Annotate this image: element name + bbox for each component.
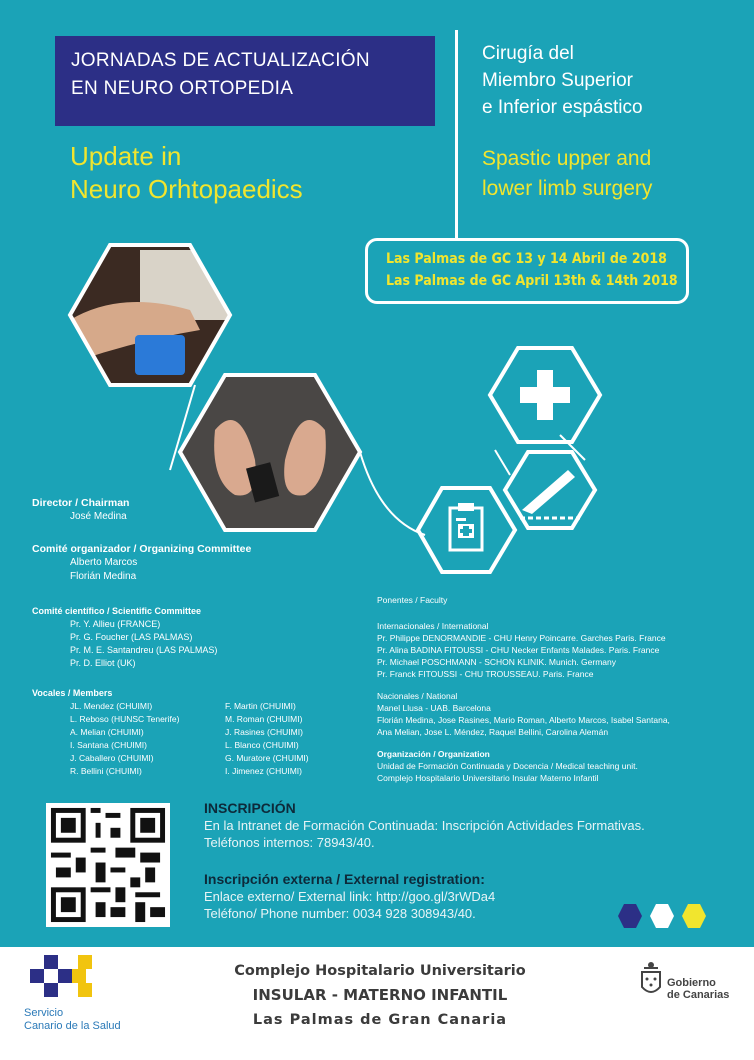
hospital-name xyxy=(200,959,560,1032)
hexagon-graphics xyxy=(40,230,660,590)
organization-heading: Organización / Organization xyxy=(377,749,490,759)
faculty-natl-member: Ana Melian, Jose L. Méndez, Raquel Bellini, Carolina Alemán xyxy=(377,727,609,737)
scientific-heading: Comité científico / Scientific Committee xyxy=(32,606,202,616)
faculty-intl-member: Pr. Alina BADINA FITOUSSI - CHU Necker Enfants Malades. Paris. France xyxy=(377,645,660,655)
decorative-hexagons xyxy=(616,902,708,930)
scs-logo-line2: Canario de la Salud xyxy=(24,1020,121,1032)
scalpel-icon xyxy=(505,452,595,528)
organizing-heading: Comité organizador / Organizing Committee xyxy=(32,543,252,555)
title-es-line2: EN NEURO ORTOPEDIA xyxy=(71,78,294,99)
external-phone: Teléfono/ Phone number: 0034 928 308943/40. xyxy=(204,906,476,921)
date-es: Las Palmas de GC 13 y 14 Abril de 2018 xyxy=(386,251,667,267)
subtitle-es xyxy=(482,40,643,121)
qr-code-image xyxy=(46,803,170,927)
vertical-divider xyxy=(455,30,458,240)
vocal-member: J. Rasines (CHUIMI) xyxy=(225,727,303,737)
footer xyxy=(0,947,754,1060)
vocal-member: L. Reboso (HUNSC Tenerife) xyxy=(70,714,180,724)
vocal-member: I. Jimenez (CHUIMI) xyxy=(225,766,302,776)
gobierno-logo-text xyxy=(667,977,729,1001)
organization-line: Unidad de Formación Continuada y Docencia / Medical teaching unit. xyxy=(377,761,638,771)
vocal-member: L. Blanco (CHUIMI) xyxy=(225,740,299,750)
subtitle-es-line3: e Inferior espástico xyxy=(482,97,643,118)
vocal-member: JL. Mendez (CHUIMI) xyxy=(70,701,153,711)
gobierno-line2: de Canarias xyxy=(667,989,730,1001)
scientific-member: Pr. M. E. Santandreu (LAS PALMAS) xyxy=(70,645,218,655)
vocal-member: A. Melian (CHUIMI) xyxy=(70,727,144,737)
hospital-line3: Las Palmas de Gran Canaria xyxy=(252,1012,508,1028)
director-section xyxy=(32,496,129,524)
scientific-member: Pr. D. Elliot (UK) xyxy=(70,658,136,668)
subtitle-en-line2: lower limb surgery xyxy=(482,177,653,200)
external-registration-title: Inscripción externa / External registration: xyxy=(204,871,485,887)
title-box xyxy=(55,36,435,126)
hospital-line2: INSULAR - MATERNO INFANTIL xyxy=(252,986,508,1004)
date-en: Las Palmas de GC April 13th & 14th 2018 xyxy=(386,273,678,289)
organizing-section xyxy=(32,542,251,584)
inscripcion-line2: Teléfonos internos: 78943/40. xyxy=(204,835,375,850)
faculty-natl-member: Florián Medina, Jose Rasines, Mario Roman, Alberto Marcos, Isabel Santana, xyxy=(377,715,670,725)
scientific-section xyxy=(32,605,217,670)
organizing-member: Florián Medina xyxy=(70,571,137,582)
international-heading: Internacionales / International xyxy=(377,621,489,631)
title-en-line1: Update in xyxy=(70,141,182,171)
organization-line: Complejo Hospitalario Universitario Insular Materno Infantil xyxy=(377,773,599,783)
director-name: José Medina xyxy=(70,511,127,522)
vocal-member: F. Martin (CHUIMI) xyxy=(225,701,296,711)
clipboard-icon xyxy=(418,488,515,572)
vocales-col1 xyxy=(70,700,179,778)
photo-hand-hexagon xyxy=(60,240,240,390)
vocal-member: R. Bellini (CHUIMI) xyxy=(70,766,142,776)
vocales-col2 xyxy=(225,700,309,778)
subtitle-es-line1: Cirugía del xyxy=(482,43,574,64)
scs-logo-text xyxy=(24,1007,121,1033)
title-es-line1: JORNADAS DE ACTUALIZACIÓN xyxy=(71,50,370,71)
faculty-natl-member: Manel Llusa - UAB. Barcelona xyxy=(377,703,491,713)
inscripcion-title: INSCRIPCIÓN xyxy=(204,800,296,816)
subtitle-en-line1: Spastic upper and xyxy=(482,147,652,170)
director-heading: Director / Chairman xyxy=(32,497,130,509)
vocal-member: M. Roman (CHUIMI) xyxy=(225,714,303,724)
vocales-section xyxy=(32,687,112,700)
inscripcion-section xyxy=(204,800,684,922)
title-en-line2: Neuro Orhtopaedics xyxy=(70,174,303,204)
scientific-member: Pr. G. Foucher (LAS PALMAS) xyxy=(70,632,193,642)
external-link[interactable]: Enlace externo/ External link: http://goo.gl/3rWDa4 xyxy=(204,889,496,904)
organizing-member: Alberto Marcos xyxy=(70,557,138,568)
vocal-member: G. Muratore (CHUIMI) xyxy=(225,753,309,763)
subtitle-es-line2: Miembro Superior xyxy=(482,70,633,91)
photo-feet-hexagon xyxy=(180,370,370,535)
scientific-member: Pr. Y. Allieu (FRANCE) xyxy=(70,619,161,629)
vocales-heading: Vocales / Members xyxy=(32,688,113,698)
hospital-line1: Complejo Hospitalario Universitario xyxy=(234,963,526,979)
vocal-member: I. Santana (CHUIMI) xyxy=(70,740,147,750)
scs-logo-icon xyxy=(24,953,104,1003)
faculty-intl-member: Pr. Michael POSCHMANN - SCHON KLINIK. Munich. Germany xyxy=(377,657,617,667)
vocal-member: J. Caballero (CHUIMI) xyxy=(70,753,154,763)
title-en xyxy=(70,140,303,206)
medical-cross-icon xyxy=(490,348,600,442)
faculty-section xyxy=(377,594,670,784)
gobierno-line1: Gobierno xyxy=(667,977,716,989)
scs-logo-line1: Servicio xyxy=(24,1007,64,1019)
subtitle-en xyxy=(482,144,652,204)
national-heading: Nacionales / National xyxy=(377,691,458,701)
inscripcion-line1: En la Intranet de Formación Continuada: Inscripción Actividades Formativas. xyxy=(204,818,645,833)
coat-of-arms-icon xyxy=(638,961,664,1001)
qr-code[interactable] xyxy=(46,803,170,927)
faculty-heading: Ponentes / Faculty xyxy=(377,595,448,605)
faculty-intl-member: Pr. Franck FITOUSSI - CHU TROUSSEAU. Paris. France xyxy=(377,669,594,679)
faculty-intl-member: Pr. Philippe DENORMANDIE - CHU Henry Poincarre. Garches Paris. France xyxy=(377,633,666,643)
